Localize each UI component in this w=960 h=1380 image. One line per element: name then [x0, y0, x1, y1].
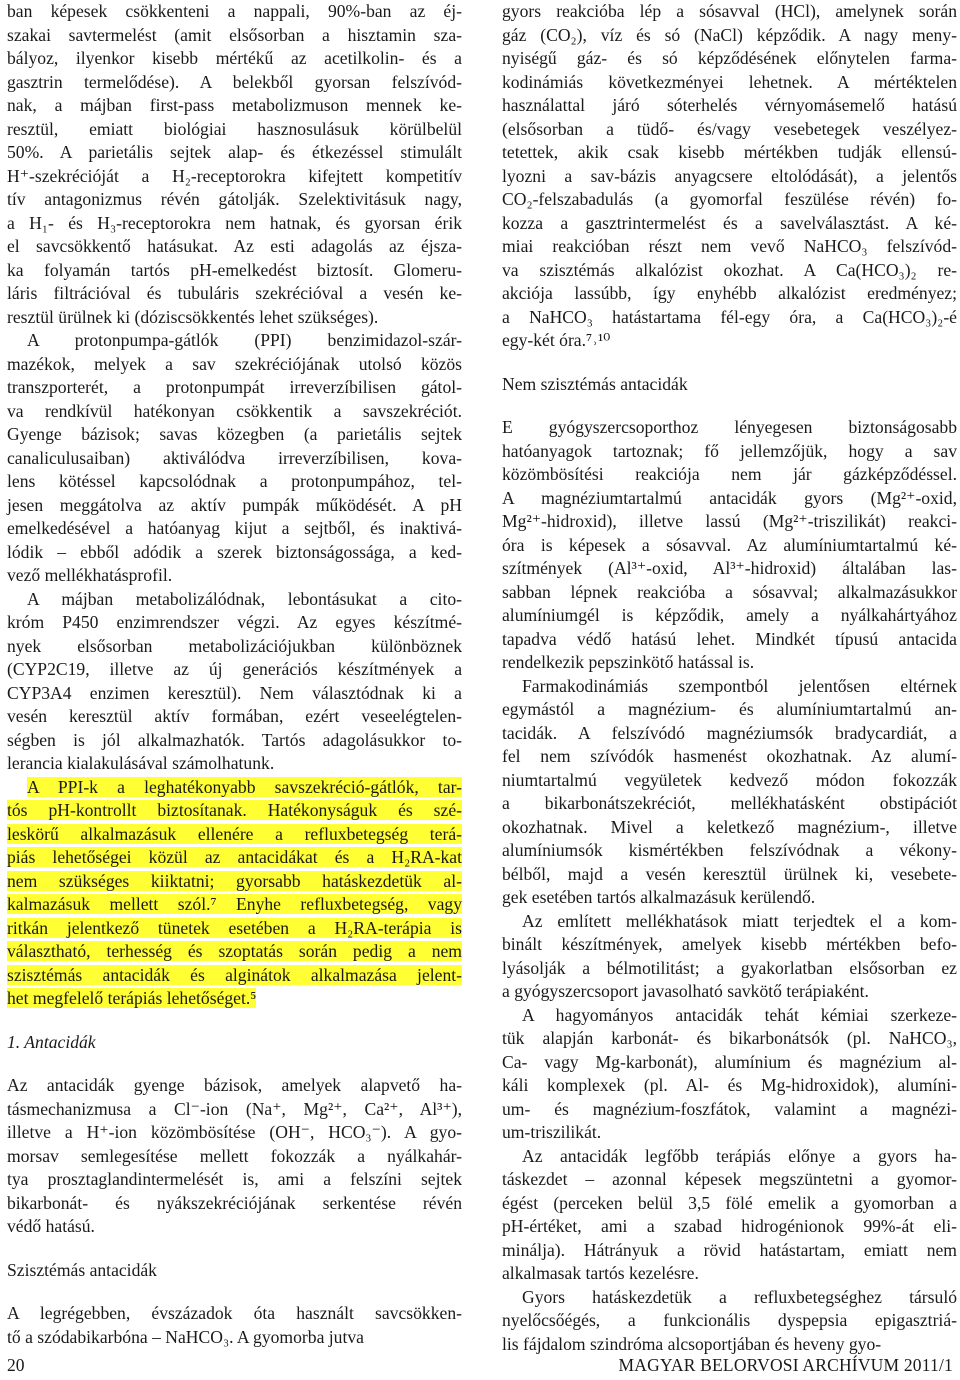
text-line: E gyógyszercsoporthoz lényegesen biztonságosabb — [502, 417, 957, 437]
text-line: hatóanyagok tartoznak; fő jellemzőjük, hogy a sav — [502, 440, 957, 461]
text-line: gyors reakcióba lép a sósavval (HCl), amelynek során — [502, 1, 957, 21]
left-paragraph-6 — [7, 1302, 462, 1349]
text-line: vesén keresztül aktív formában, ezért veseelégtelen- — [7, 706, 462, 726]
left-paragraph-3 — [7, 588, 462, 776]
highlight-mark: tós pH-kontrollt biztosítanak. Hatékonyságuk és szé- — [7, 800, 462, 820]
highlight-mark: A PPI-k a leghatékonyabb savszekréció-gátlók, tar- — [27, 776, 462, 797]
text-line: okozhatnak. Mivel a keletkező magnézium-, illetve — [502, 816, 957, 837]
text-line: fel nem szívódók hasmenést okozhatnak. Az alumí- — [502, 746, 957, 766]
text-line: tya prosztaglandintermelését is, ami a felszíni sejtek — [7, 1169, 462, 1189]
text-line: nak, a májban first-pass metabolizmuson mennek ke- — [7, 95, 462, 115]
text-line: króm P450 enzimrendszer végzi. Az egyes készítmé- — [7, 612, 462, 632]
text-line: minálja). Hátrányuk a rövid hatástartam, emiatt nem — [502, 1239, 957, 1260]
right-paragraph-6 — [502, 1145, 957, 1286]
text-line — [7, 776, 462, 800]
text-line: alkalmasak tartós kezelésre. — [502, 1263, 699, 1283]
text-line: A hagyományos antacidák tehát kémiai szerkeze- — [522, 1004, 957, 1025]
text-line: um- és magnézium-foszfátok, valamint a magnézi- — [502, 1098, 957, 1119]
text-line: gasztrin termelődése). A belekből gyorsan felszívód- — [7, 71, 462, 92]
text-line: vező mellékhatásprofil. — [7, 565, 173, 585]
highlight-mark: választható, terhesség és szoptatás során pedig a nem — [7, 941, 462, 961]
text-line — [7, 940, 462, 964]
text-line: lens kötéssel kapcsolódnak a protonpumpához, tel- — [7, 471, 462, 491]
text-line: a bikarbonátszekréciót, mellékhatásként obstipációt — [502, 793, 957, 813]
text-line — [7, 893, 462, 917]
text-line: A legrégebben, évszázadok óta használt savcsökken- — [7, 1303, 462, 1323]
text-line: védő hatású. — [7, 1216, 95, 1236]
text-line: Farmakodinámiás szempontból jelentősen eltérnek — [522, 675, 957, 696]
text-line — [7, 917, 462, 941]
text-line: nyelőcsőégés, a funkcionális dyspepsia epigasztriá- — [502, 1310, 957, 1330]
text-line: tacidák. A felszívódó magnéziumsók bradycardiát, a — [502, 722, 957, 743]
text-line: bikarbonát- és nyákszekréciójának serkentése révén — [7, 1192, 462, 1213]
text-line: 50%. A parietális sejtek alap- és étkezéssel stimulált — [7, 142, 462, 162]
text-line: szakai savtermelést (amit elsősorban a hisztamin sza- — [7, 24, 462, 45]
text-line: CYP3A4 enzimen keresztül). Nem választódnak ki a — [7, 682, 462, 703]
text-line: táskezdet – azonnal képesek megszüntetni a gyomor- — [502, 1169, 957, 1189]
page-number: 20 — [7, 1355, 25, 1375]
text-line — [7, 987, 462, 1011]
text-line: mazékok, melyek a sav szekréciójának utolsó közös — [7, 353, 462, 374]
text-line: (CYP2C19, illetve az új generációs készítmények a — [7, 659, 462, 679]
left-paragraph-4-highlighted — [7, 776, 462, 1011]
text-line — [7, 799, 462, 823]
text-line: Az említett mellékhatások miatt terjedtek el a kom- — [522, 910, 957, 931]
text-line — [7, 870, 462, 894]
text-line: kodinámiás következményei lehetnek. A mértéktelen — [502, 71, 957, 92]
text-line: A protonpumpa-gátlók (PPI) benzimidazol-szár- — [27, 330, 462, 350]
text-line: A májban metabolizálódnak, lebontásukat a cito- — [27, 588, 462, 609]
text-line: káli komplexek (pl. Al- és Mg-hidroxidok), alumíni- — [502, 1075, 957, 1095]
text-line: alumíniumsók kismértékben felszívódnak a vékony- — [502, 840, 957, 860]
text-line: használattal járó sóterhelés vérnyomásemelő hatású — [502, 95, 957, 115]
text-line: alumíniumgél is képződik, amely a nyálkahártyához — [502, 605, 957, 625]
text-line: binált készítmények, amelyek kisebb mértékben befo- — [502, 934, 957, 954]
text-line: tetettek, akik csak kisebb mértékben tudják ellensú- — [502, 142, 957, 162]
text-line: egymástól a magnézium- és alumíniumtartalmú an- — [502, 699, 957, 719]
text-line: a gyógyszercsoport javasolható savkötő terápiaként. — [502, 981, 869, 1001]
text-line: sabban lépnek reakcióba a sósavval; alkalmazásukkor — [502, 581, 957, 602]
text-line: A magnéziumtartalmú antacidák gyors (Mg²⁺-oxid, — [502, 487, 957, 508]
text-line: tük alapján karbonát- és bikarbonátsók (pl. NaHCO₃, — [502, 1028, 957, 1048]
text-line: nyek elsősorban metabolizációjukban különböznek — [7, 635, 462, 656]
text-line: tő a szódabikarbóna – NaHCO₃. A gyomorba jutva — [7, 1326, 364, 1347]
text-line: egy-két óra.⁷˒¹⁰ — [502, 330, 611, 350]
highlight-mark: piás lehetőségei közül az antacidákat és a H₂RA-kat — [7, 847, 462, 867]
text-line: égést (perceken belül 3,5 fölé emelik a gyomorban a — [502, 1192, 957, 1213]
highlight-mark: nem szükséges kiiktatni; gyorsabb hatáskezdetük al- — [7, 870, 462, 891]
text-line: morsav semlegesítése mellett fokozzák a nyálkahár- — [7, 1145, 462, 1166]
text-line — [7, 964, 462, 988]
text-line: resztül ürülnek ki (dóziscsökkentés lehet szükséges). — [7, 306, 379, 327]
text-line: H⁺-szekrécióját a H₂-receptorokra kifejtett kompetitív — [7, 165, 462, 186]
text-line: tásmechanizmusa a Cl⁻-ion (Na⁺, Mg²⁺, Ca²⁺, Al³⁺), — [7, 1098, 462, 1119]
highlight-mark: ritkán jelentkező tünetek esetében a H₂RA-terápia is — [7, 917, 462, 938]
text-line: nyiségű gáz- és só képződésének előnytelen farma- — [502, 48, 957, 68]
text-line: va szisztémás alkalózist okozhat. A Ca(HCO₃)₂ re- — [502, 259, 957, 280]
text-line — [7, 846, 462, 870]
journal-footer: MAGYAR BELORVOSI ARCHÍVUM 2011/1 — [618, 1355, 953, 1375]
text-line: miai reakcióban részt nem vevő NaHCO₃ felszívód- — [502, 236, 957, 256]
highlight-mark: het megfelelő terápiás lehetőséget.⁵ — [7, 988, 257, 1008]
highlight-mark: leskörű alkalmazásuk ellenére a refluxbetegség terá- — [7, 823, 462, 844]
right-paragraph-4 — [502, 910, 957, 1004]
text-line: óra is képesek a sósavval. Az alumíniumtartalmú ké- — [502, 534, 957, 555]
text-line: Gyors hatáskezdetük a refluxbetegséghez társuló — [522, 1286, 957, 1307]
text-line: bélből, majd a vesén keresztül ürülnek ki, vesebete- — [502, 863, 957, 884]
left-paragraph-1 — [7, 0, 462, 329]
highlight-mark: kalmazásuk mellett szól.⁷ Enyhe refluxbetegség, vagy — [7, 894, 462, 914]
text-line: pH-értéket, ami a szabad hidrogénionok 99%-át eli- — [502, 1216, 957, 1236]
text-line: láris filtrációval és tubuláris szekrécióval a vesén ke- — [7, 283, 462, 303]
text-line: rendelkezik pepszinkötő hatással is. — [502, 652, 755, 672]
text-line: gek esetében tartós alkalmazásuk kerülendő. — [502, 887, 816, 907]
text-line: el savcsökkentő hatásukat. Az esti adagolás az éjsza- — [7, 236, 462, 256]
text-line: Mg²⁺-hidroxid), illetve lassú (Mg²⁺-triszilikát) reakci- — [502, 511, 957, 531]
text-line: Az antacidák gyenge bázisok, amelyek alapvető ha- — [7, 1075, 462, 1095]
highlight-mark: szisztémás antacidák és alginátok alkalmazása jelent- — [7, 964, 462, 985]
text-line: lis fájdalom szindróma alcsoportjában és heveny gyo- — [502, 1333, 882, 1354]
text-line — [7, 823, 462, 847]
right-paragraph-2 — [502, 416, 957, 675]
right-paragraph-5 — [502, 1004, 957, 1145]
text-line: illetve a H⁺-ion közömbösítése (OH⁻, HCO₃⁻). A gyo- — [7, 1122, 462, 1142]
text-line: canaliculusaiban) aktiválódva irreverzíbilisen, kova- — [7, 447, 462, 468]
text-line: CO₂-felszabadulás (a gyomorfal feszülése révén) fo- — [502, 189, 957, 209]
text-line: ségben is jól alkalmazhatók. Tartós adagolásukkor to- — [7, 729, 462, 750]
text-line: tapadva védő hatású lehet. Mindkét típusú antacida — [502, 628, 957, 649]
text-line: (elsősorban a tüdő- és/vagy vesebetegek veszélyez- — [502, 118, 957, 139]
right-column — [502, 0, 957, 1356]
text-line: közömbösítési reakciója nem jár gázképződéssel. — [502, 464, 957, 484]
section-heading-szisztemas: Szisztémás antacidák — [7, 1259, 157, 1280]
text-line: transzporterét, a protonpumpát irreverzíbilisen gátol- — [7, 377, 462, 397]
left-paragraph-2 — [7, 329, 462, 588]
text-line: niumtartalmú vegyületek kedvező módon fokozzák — [502, 769, 957, 790]
text-line: bályoz, ilyenkor kisebb mértékű az acetilkolin- és a — [7, 48, 462, 68]
text-line: um-triszilikát. — [502, 1122, 602, 1142]
text-line: tív antagonizmus révén gátolják. Szelektivitásuk nagy, — [7, 189, 462, 209]
text-line: kozza a gasztrintermelést és a savelválasztást. A ké- — [502, 212, 957, 233]
right-paragraph-1 — [502, 0, 957, 353]
text-line: akciója lassúbb, így enyhébb alkalózist eredményez; — [502, 283, 957, 303]
text-line: a NaHCO₃ hatástartama fél-egy óra, a Ca(HCO₃)₂-é — [502, 306, 957, 327]
left-column — [7, 0, 462, 1349]
text-line: Az antacidák legfőbb terápiás előnye a gyors ha- — [522, 1145, 957, 1166]
text-line: resztül, emiatt biológiai hasznosulásuk körülbelül — [7, 118, 462, 139]
left-paragraph-5 — [7, 1074, 462, 1239]
text-line: ka folyamán tartós pH-emelkedést biztosít. Glomeru- — [7, 259, 462, 280]
text-line: lyozni a sav-bázis anyagcsere eltolódását), a jelentős — [502, 165, 957, 186]
text-line: a H₁- és H₃-receptorokra nem hatnak, és gyorsan érik — [7, 212, 462, 233]
section-heading-antacidak: 1. Antacidák — [7, 1031, 96, 1052]
right-paragraph-7 — [502, 1286, 957, 1357]
text-line: jesen meggátolva az aktív pumpák működését. A pH — [7, 494, 462, 515]
right-paragraph-3 — [502, 675, 957, 910]
text-line: emelkedésével a hatóanyag kijut a sejtből, és inaktivá- — [7, 518, 462, 538]
text-line: va rendkívül hatékonyan csökkentik a savszekréciót. — [7, 400, 462, 421]
text-line: ban képesek csökkenteni a nappali, 90%-ban az éj- — [7, 1, 462, 21]
text-line: Ca- vagy Mg-karbonát), alumínium és magnézium al- — [502, 1051, 957, 1072]
text-line: lerancia kialakulásával számolhatunk. — [7, 753, 275, 773]
text-line: Gyenge bázisok; savas közegben (a parietális sejtek — [7, 424, 462, 444]
text-line: szítmények (Al³⁺-oxid, Al³⁺-hidroxid) általában las- — [502, 558, 957, 578]
text-line: lódik – ebből adódik a szerek biztonságossága, a ked- — [7, 541, 462, 562]
text-line: lyásolják a bélmotilitást; a gyakorlatban elsősorban ez — [502, 957, 957, 978]
text-line: gáz (CO₂), víz és só (NaCl) képződik. A nagy meny- — [502, 24, 957, 45]
section-heading-nem-szisztemas: Nem szisztémás antacidák — [502, 373, 688, 394]
